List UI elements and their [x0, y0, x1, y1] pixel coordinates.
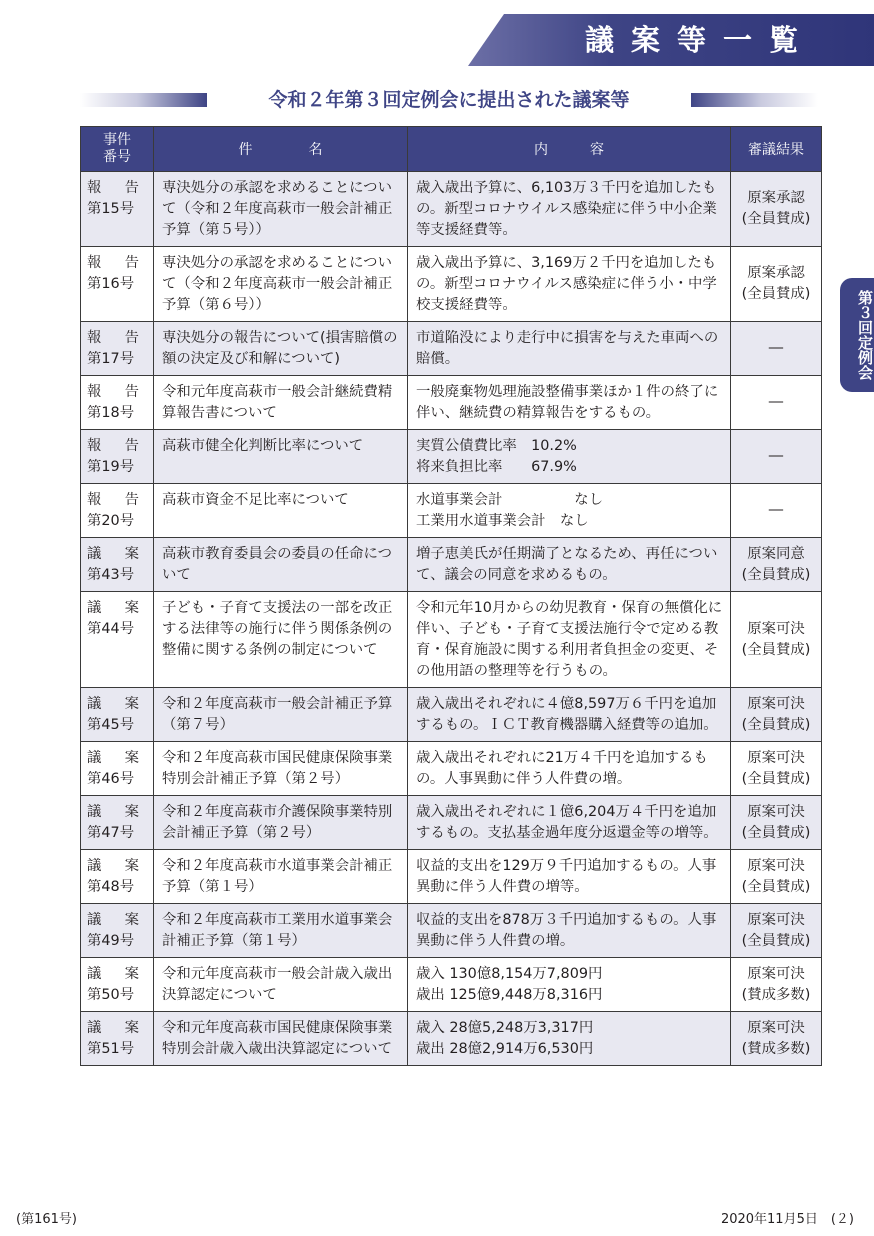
column-header-content: 内 容: [408, 127, 731, 172]
case-content: [408, 688, 731, 742]
table-row: [81, 172, 822, 247]
case-number: [81, 850, 154, 904]
subtitle-bar-left: [80, 93, 207, 107]
result-line: 原案承認: [747, 265, 805, 281]
subtitle-row: [80, 88, 818, 112]
result-line: 原案可決: [747, 803, 805, 820]
result-line: ―: [768, 502, 784, 518]
case-kind: 議案: [87, 1020, 139, 1036]
case-name: 専決処分の報告について(損害賠償の額の決定及び和解について): [154, 322, 408, 376]
case-name: 令和元年度高萩市国民健康保険事業特別会計歳入歳出決算認定について: [154, 1012, 408, 1066]
content-line: 市道陥没により走行中に損害を与えた車両への賠償。: [416, 330, 719, 367]
result-line: (全員賛成): [741, 566, 811, 583]
result-line: (全員賛成): [741, 641, 811, 658]
content-line: 歳出 28億2,914万6,530円: [416, 1041, 594, 1057]
content-line: 歳入歳出それぞれに４億8,597万６千円を追加するもの。ＩＣＴ教育機器購入経費等の追加。: [416, 696, 718, 733]
case-result: [731, 592, 822, 688]
case-content: [408, 247, 731, 322]
content-line: 歳入 130億8,154万7,809円: [416, 966, 603, 982]
table-header-row: [81, 127, 822, 172]
case-content: [408, 742, 731, 796]
case-number: [81, 796, 154, 850]
case-number: [81, 484, 154, 538]
case-no: 第19号: [87, 459, 135, 475]
content-line: 実質公債費比率 10.2%: [416, 438, 577, 454]
case-kind: 報告: [87, 384, 139, 400]
case-name: 子ども・子育て支援法の一部を改正する法律等の施行に伴う関係条例の整備に関する条例の制定について: [154, 592, 408, 688]
content-line: 将来負担比率 67.9%: [416, 459, 577, 475]
case-kind: 議案: [87, 966, 139, 982]
table-row: [81, 742, 822, 796]
result-line: 原案可決: [747, 695, 805, 712]
case-number: [81, 376, 154, 430]
case-result: [731, 247, 822, 322]
case-kind: 報告: [87, 255, 139, 271]
case-name: 令和２年度高萩市工業用水道事業会計補正予算（第１号）: [154, 904, 408, 958]
case-kind: 報告: [87, 492, 139, 508]
case-name: 令和２年度高萩市国民健康保険事業特別会計補正予算（第２号）: [154, 742, 408, 796]
case-number: [81, 592, 154, 688]
result-line: (全員賛成): [741, 211, 811, 227]
case-result: [731, 430, 822, 484]
result-line: 原案可決: [747, 1019, 805, 1036]
result-line: (全員賛成): [741, 878, 811, 895]
case-result: [731, 904, 822, 958]
case-result: [731, 322, 822, 376]
case-result: [731, 742, 822, 796]
case-result: [731, 376, 822, 430]
result-line: (賛成多数): [741, 1040, 811, 1057]
date-page: 2020年11月5日 (２): [720, 1212, 854, 1227]
content-line: 増子恵美氏が任期満了となるため、再任について、議会の同意を求めるもの。: [416, 546, 718, 583]
content-line: 歳入歳出予算に、3,169万２千円を追加したもの。新型コロナウイルス感染症に伴う小・中学校支援経費等。: [416, 255, 717, 313]
case-kind: 議案: [87, 696, 139, 712]
case-number: [81, 742, 154, 796]
case-result: [731, 538, 822, 592]
table-row: [81, 376, 822, 430]
result-line: (賛成多数): [741, 986, 811, 1003]
case-number: [81, 538, 154, 592]
result-line: ―: [768, 394, 784, 410]
content-line: 歳入歳出それぞれに１億6,204万４千円を追加するもの。支払基金過年度分返還金等の増等。: [416, 804, 718, 841]
case-kind: 議案: [87, 912, 139, 928]
table-row: [81, 1012, 822, 1066]
result-line: 原案承認: [747, 190, 805, 206]
table-row: [81, 958, 822, 1012]
content-line: 歳出 125億9,448万8,316円: [416, 987, 603, 1003]
case-result: [731, 1012, 822, 1066]
table-row: [81, 904, 822, 958]
result-line: 原案可決: [747, 911, 805, 928]
case-name: 高萩市資金不足比率について: [154, 484, 408, 538]
side-tab: [840, 278, 874, 392]
case-number: [81, 430, 154, 484]
case-number: [81, 904, 154, 958]
case-no: 第48号: [87, 879, 135, 895]
column-header-number-line2: 番号: [103, 149, 131, 165]
table-row: [81, 484, 822, 538]
case-number: [81, 688, 154, 742]
result-line: (全員賛成): [741, 824, 811, 841]
result-line: 原案可決: [747, 620, 805, 637]
case-name: 高萩市教育委員会の委員の任命について: [154, 538, 408, 592]
column-header-result: 審議結果: [731, 127, 822, 172]
case-content: [408, 1012, 731, 1066]
case-kind: 議案: [87, 804, 139, 820]
subtitle-bar-right: [691, 93, 818, 107]
table-row: [81, 592, 822, 688]
case-name: 専決処分の承認を求めることについて（令和２年度高萩市一般会計補正予算（第５号））: [154, 172, 408, 247]
case-result: [731, 796, 822, 850]
content-line: 収益的支出を129万９千円追加するもの。人事異動に伴う人件費の増等。: [416, 858, 717, 895]
content-line: 令和元年10月からの幼児教育・保育の無償化に伴い、子ども・子育て支援法施行令で定める教育・保育施設に関する利用者負担金の変更、その他用語の整理等を行うもの。: [416, 600, 723, 679]
case-kind: 議案: [87, 546, 139, 562]
case-result: [731, 850, 822, 904]
result-line: 原案可決: [747, 857, 805, 874]
case-no: 第16号: [87, 276, 135, 292]
case-no: 第17号: [87, 351, 135, 367]
column-header-name: 件 名: [154, 127, 408, 172]
case-kind: 報告: [87, 330, 139, 346]
table-body: [81, 172, 822, 1066]
table-row: [81, 247, 822, 322]
case-no: 第51号: [87, 1041, 135, 1057]
table-row: [81, 430, 822, 484]
table-row: [81, 850, 822, 904]
content-line: 収益的支出を878万３千円追加するもの。人事異動に伴う人件費の増。: [416, 912, 717, 949]
case-kind: 報告: [87, 438, 139, 454]
case-name: 令和２年度高萩市一般会計補正予算（第７号）: [154, 688, 408, 742]
case-number: [81, 958, 154, 1012]
case-name: 令和２年度高萩市水道事業会計補正予算（第１号）: [154, 850, 408, 904]
table-row: [81, 322, 822, 376]
case-name: 令和２年度高萩市介護保険事業特別会計補正予算（第２号）: [154, 796, 408, 850]
case-no: 第18号: [87, 405, 135, 421]
case-name: 高萩市健全化判断比率について: [154, 430, 408, 484]
result-line: (全員賛成): [741, 286, 811, 302]
result-line: 原案可決: [747, 965, 805, 982]
result-line: 原案可決: [747, 749, 805, 766]
content-line: 工業用水道事業会計 なし: [416, 513, 589, 529]
case-number: [81, 1012, 154, 1066]
case-content: [408, 172, 731, 247]
case-no: 第43号: [87, 567, 135, 583]
case-content: [408, 592, 731, 688]
case-content: [408, 958, 731, 1012]
case-name: 専決処分の承認を求めることについて（令和２年度高萩市一般会計補正予算（第６号））: [154, 247, 408, 322]
side-tab-label: 第３回定例会: [856, 290, 874, 380]
table-row: [81, 688, 822, 742]
case-content: [408, 538, 731, 592]
case-content: [408, 796, 731, 850]
result-line: (全員賛成): [741, 770, 811, 787]
case-name: 令和元年度高萩市一般会計歳入歳出決算認定について: [154, 958, 408, 1012]
table-row: [81, 796, 822, 850]
case-result: [731, 958, 822, 1012]
case-content: [408, 850, 731, 904]
subtitle: 令和２年第３回定例会に提出された議案等: [268, 89, 630, 111]
result-line: ―: [768, 340, 784, 356]
bills-table: [80, 126, 822, 1066]
column-header-number-line1: 事件: [103, 132, 131, 148]
case-no: 第15号: [87, 201, 135, 217]
page-title: 議案等一覧: [584, 23, 815, 57]
case-content: [408, 430, 731, 484]
case-result: [731, 484, 822, 538]
case-no: 第49号: [87, 933, 135, 949]
case-number: [81, 172, 154, 247]
case-no: 第45号: [87, 717, 135, 733]
table-row: [81, 538, 822, 592]
content-line: 歳入 28億5,248万3,317円: [416, 1020, 594, 1036]
case-kind: 議案: [87, 600, 139, 616]
case-content: [408, 904, 731, 958]
case-result: [731, 688, 822, 742]
result-line: 原案同意: [747, 545, 805, 562]
result-line: ―: [768, 448, 784, 464]
content-line: 水道事業会計 なし: [416, 492, 604, 508]
case-kind: 議案: [87, 750, 139, 766]
content-line: 歳入歳出それぞれに21万４千円を追加するもの。人事異動に伴う人件費の増。: [416, 750, 708, 787]
case-no: 第47号: [87, 825, 135, 841]
case-kind: 議案: [87, 858, 139, 874]
case-no: 第44号: [87, 621, 135, 637]
case-content: [408, 322, 731, 376]
case-name: 令和元年度高萩市一般会計継続費精算報告書について: [154, 376, 408, 430]
case-content: [408, 376, 731, 430]
case-result: [731, 172, 822, 247]
content-line: 歳入歳出予算に、6,103万３千円を追加したもの。新型コロナウイルス感染症に伴う中小企業等支援経費等。: [416, 180, 717, 238]
column-header-number: [81, 127, 154, 172]
case-number: [81, 322, 154, 376]
case-content: [408, 484, 731, 538]
case-no: 第20号: [87, 513, 135, 529]
case-no: 第50号: [87, 987, 135, 1003]
case-no: 第46号: [87, 771, 135, 787]
issue-number: (第161号): [16, 1212, 77, 1227]
content-line: 一般廃棄物処理施設整備事業ほか１件の終了に伴い、継続費の精算報告をするもの。: [416, 384, 719, 421]
result-line: (全員賛成): [741, 716, 811, 733]
case-number: [81, 247, 154, 322]
case-kind: 報告: [87, 180, 139, 196]
result-line: (全員賛成): [741, 932, 811, 949]
